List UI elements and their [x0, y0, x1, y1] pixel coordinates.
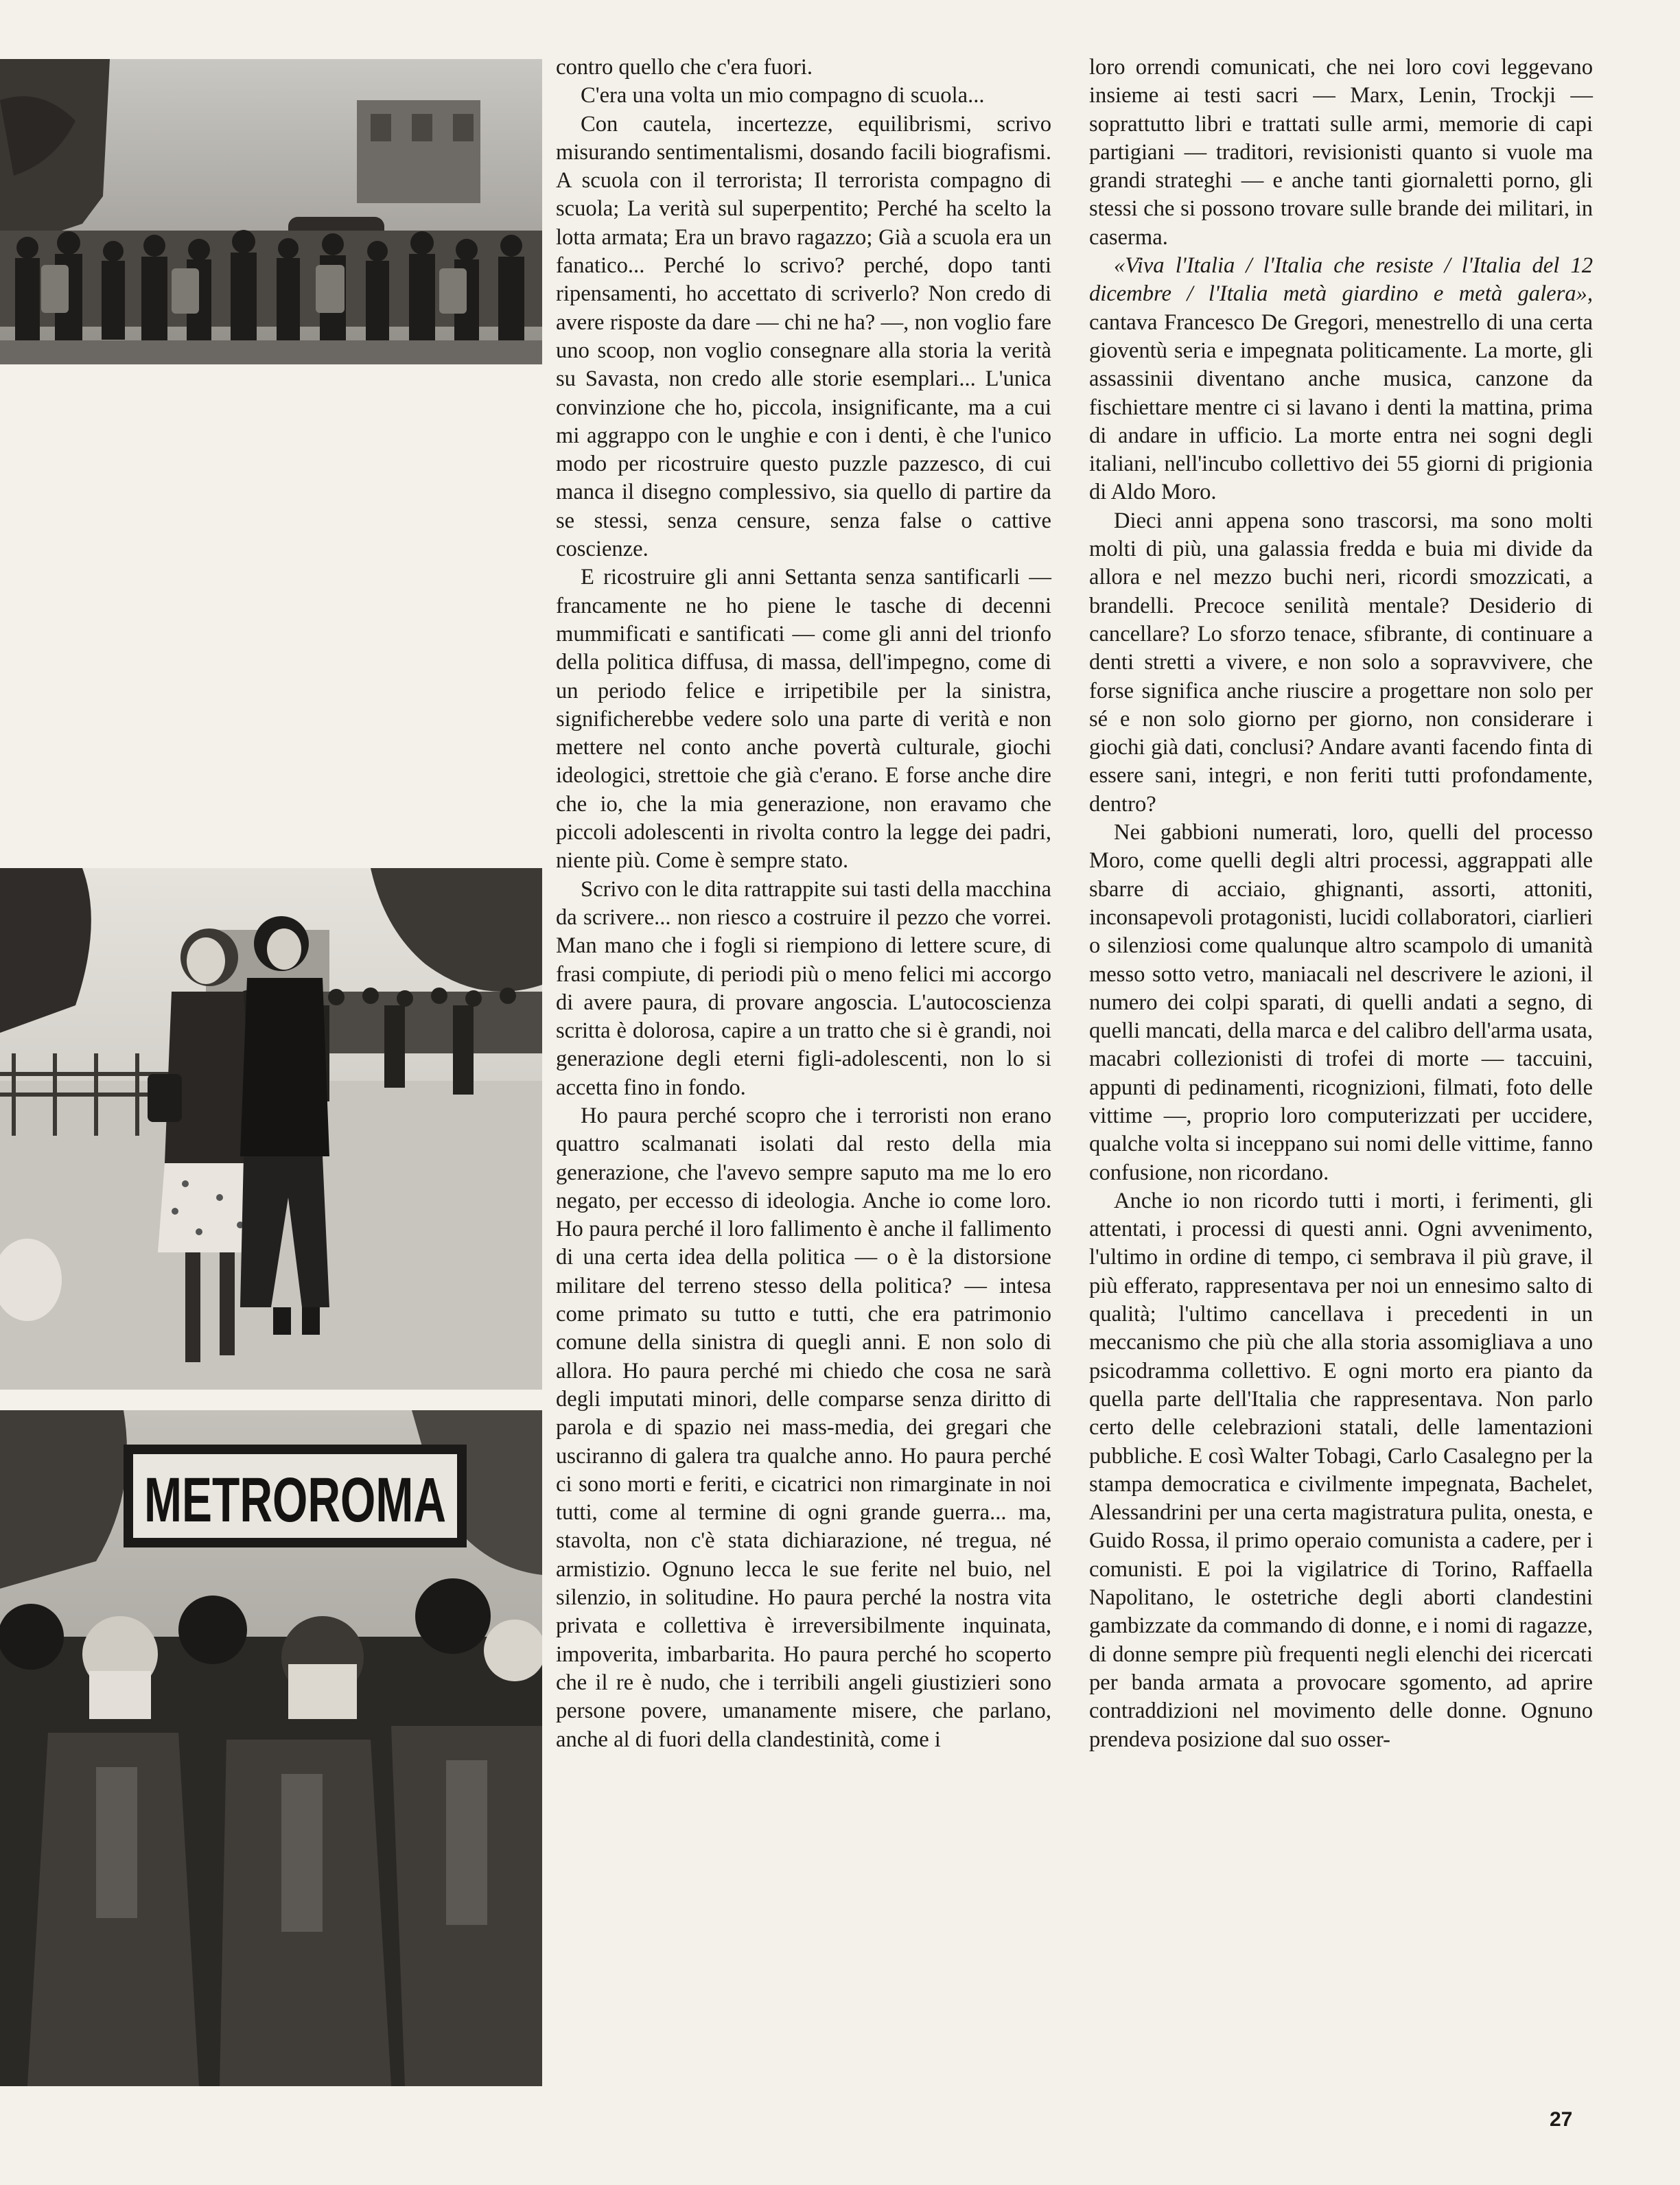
- photo-metroroma-crowd: [0, 1410, 542, 2086]
- metroroma-crowd-image: [0, 1410, 542, 2086]
- paragraph: Con cautela, incertezze, equilibrismi, scrivo misurando sentimentalismi, dosando facili biografismi. A scuola con il terrorista; Il terrorista compagno di scuola; La verità sul superpentito; Perché ha scelto la lotta armata; Era un bravo ragazzo; Già a scuola era un fanatico... Perché lo scrivo? perché, dopo tanti ripensamenti, ho accettato di scriverlo? Non credo di avere risposte da dare — chi ne ha? —, non voglio fare uno scoop, non voglio consegnare alla storia la verità su Savasta, non credo alle storie esemplari... L'unica convinzione che ho, piccola, insignificante, ma a cui mi aggrappo con le unghie e con i denti, è che l'unico modo per ricostruire questo puzzle pazzesco, di cui manca il disegno complessivo, sia quello di partire da se stessi, senza censure, senza false o cattive coscienze.: [556, 111, 1051, 562]
- paragraph: Nei gabbioni numerati, loro, quelli del processo Moro, come quelli degli altri processi, aggrappati alle sbarre di acciaio, ghignanti, assorti, attoniti, inconsapevoli protagonisti, lucidi collaboratori, ciarlieri o silenziosi come qualunque altro scampolo di umanità messo sotto vetro, maniacali nel descrivere le azioni, il numero dei colpi sparati, di quelli andati a segno, di quelli mancati, della marca e del calibro dell'arma usata, macabri collezionisti di trofei di morte — taccuini, appunti di pedinamenti, ricognizioni, filmati, foto delle vittime —, proprio loro computerizzati per uccidere, qualche volta si inceppano sui nomi delle vittime, fanno confusione, non ricordano.: [1089, 820, 1593, 1185]
- paragraph: Anche io non ricordo tutti i morti, i ferimenti, gli attentati, i processi di questi anni. Ogni avvenimento, l'ultimo in ordine di tempo, ci sembrava il più grave, il più efferato, rappresentava per noi un ennesimo salto di qualità; l'ultimo cancellava i precedenti in un meccanismo che più che alla storia assomigliava a uno psicodramma collettivo. E ogni morto era pianto da quella parte dell'Italia che rappresentava. Non parlo certo delle celebrazioni statali, delle lamentazioni pubbliche. E così Walter Tobagi, Carlo Casalegno per la stampa democratica e civilmente impegnata, Bachelet, Alessandrini per una certa magistratura pulita, onesta, e Guido Rossa, il primo operaio comunista a cadere, per i comunisti. E poi la vigilatrice di Torino, Raffaella Napolitano, le ostetriche degli aborti clandestini gambizzate da commando di donne, e i nomi di ragazze, di donne sempre più frequenti negli elenchi dei ricercati per banda armata a provocare sgomento, ad aprire contraddizioni nel movimento delle donne. Ognuno prendeva posizione dal suo osser-: [1089, 1188, 1593, 1752]
- article-column-right: [1089, 54, 1593, 1754]
- photo-riot-police-line: [0, 59, 542, 862]
- photo-women-running: [0, 868, 542, 1390]
- paragraph: Ho paura perché scopro che i terroristi non erano quattro scalmanati isolati dal resto della mia generazione, che l'avevo sempre saputo ma me lo ero negato, per eccesso di ideologia. Anche io come loro. Ho paura perché il loro fallimento è anche il fallimento di una certa idea della politica — o è la distorsione militare del terreno stesso della politica? — intesa come primato su tutto e tutti, che era patrimonio comune della sinistra di quegli anni. E non solo di allora. Ho paura perché mi chiedo che cosa ne sarà degli imputati minori, delle comparse senza diritto di parola e di spazio nei mass-media, dei gregari che usciranno di galera tra qualche anno. Ho paura perché ci sono morti e feriti, e cicatrici non rimarginate in noi tutti, come al termine di ogni grande guerra... ma, stavolta, non c'è stata dichiarazione, né tregua, né armistizio. Ognuno lecca le sue ferite nel buio, nel silenzio, in solitudine. Ho paura perché la nostra vita privata e collettiva è irreversibilmente inquinata, impoverita, imbarbarita. Ho paura perché ho scoperto che il re è nudo, che i terribili angeli giustizieri sono persone povere, umanamente misere, che parlano, anche al di fuori della clandestinità, come i: [556, 1103, 1051, 1752]
- paragraph: contro quello che c'era fuori.: [556, 55, 813, 80]
- metroroma-sign: [124, 1445, 467, 1547]
- paragraph: Scrivo con le dita rattrappite sui tasti della macchina da scrivere... non riesco a costruire il pezzo che vorrei. Man mano che i fogli si riempiono di lettere scure, di frasi compiute, di periodi più o meno felici mi accorgo di avere paura, di provare angoscia. L'autocoscienza scritta è dolorosa, capire a un tratto che si è grandi, noi generazione degli eterni figli-adolescenti, non lo si accetta fino in fondo.: [556, 876, 1051, 1100]
- paragraph-text: cantava Francesco De Gregori, menestrello di una certa gioventù seria e impegnata politicamente. La morte, gli assassinii diventano anche musica, canzone da fischiettare mentre ci si lavano i denti la mattina, prima di andare in ufficio. La morte entra nei sogni degli italiani, nell'incubo collettivo dei 55 giorni di prigionia di Aldo Moro.: [1089, 309, 1593, 505]
- riot-police-image: [0, 59, 542, 862]
- paragraph-with-quote: [1089, 252, 1593, 507]
- paragraph: E ricostruire gli anni Settanta senza santificarli — francamente ne ho piene le tasche di decenni mummificati e santificati — come gli anni del trionfo della politica diffusa, di massa, dell'impegno, come di un periodo felice e irripetibile per la sinistra, significherebbe vedere solo una parte di verità e non mettere nel conto anche povertà culturale, giochi ideologici, strettoie che già c'erano. E forse anche dire che io, che la mia generazione, non eravamo che piccoli adolescenti in rivolta contro la legge dei padri, niente più. Come è sempre stato.: [556, 565, 1051, 874]
- paragraph: Dieci anni appena sono trascorsi, ma sono molti molti di più, una galassia fredda e buia mi divide da allora e nel mezzo buchi neri, ricordi smozzicati, a brandelli. Precoce senilità mentale? Desiderio di cancellare? Lo sforzo tenace, sfibrante, di continuare a denti stretti a vivere, e non solo a sopravvivere, che forse significa anche riuscire a progettare non solo per sé e non solo giorno per giorno, non considerare i giochi già dati, conclusi? Andare avanti facendo finta di essere sani, integri, e non feriti tutti profondamente, dentro?: [1089, 508, 1593, 817]
- paragraph: loro orrendi comunicati, che nei loro covi leggevano insieme ai testi sacri — Marx, Lenin, Trockji — soprattutto libri e trattati sulle armi, memorie di capi partigiani — traditori, revisionisti quanto si vuole ma grandi strateghi — e anche tanti giornaletti porno, gli stessi che si possono trovare sulle brande dei militari, in caserma.: [1089, 55, 1593, 250]
- metroroma-sign-text: METROROMA: [144, 1465, 446, 1535]
- song-quote: «Viva l'Italia / l'Italia che resiste / l'Italia del 12 dicembre / l'Italia metà giardino e metà galera»,: [1089, 253, 1593, 307]
- paragraph: C'era una volta un mio compagno di scuola...: [581, 83, 985, 108]
- page-number: 27: [1550, 2108, 1573, 2131]
- article-column-middle: [556, 54, 1051, 1754]
- women-running-image: [0, 868, 542, 1390]
